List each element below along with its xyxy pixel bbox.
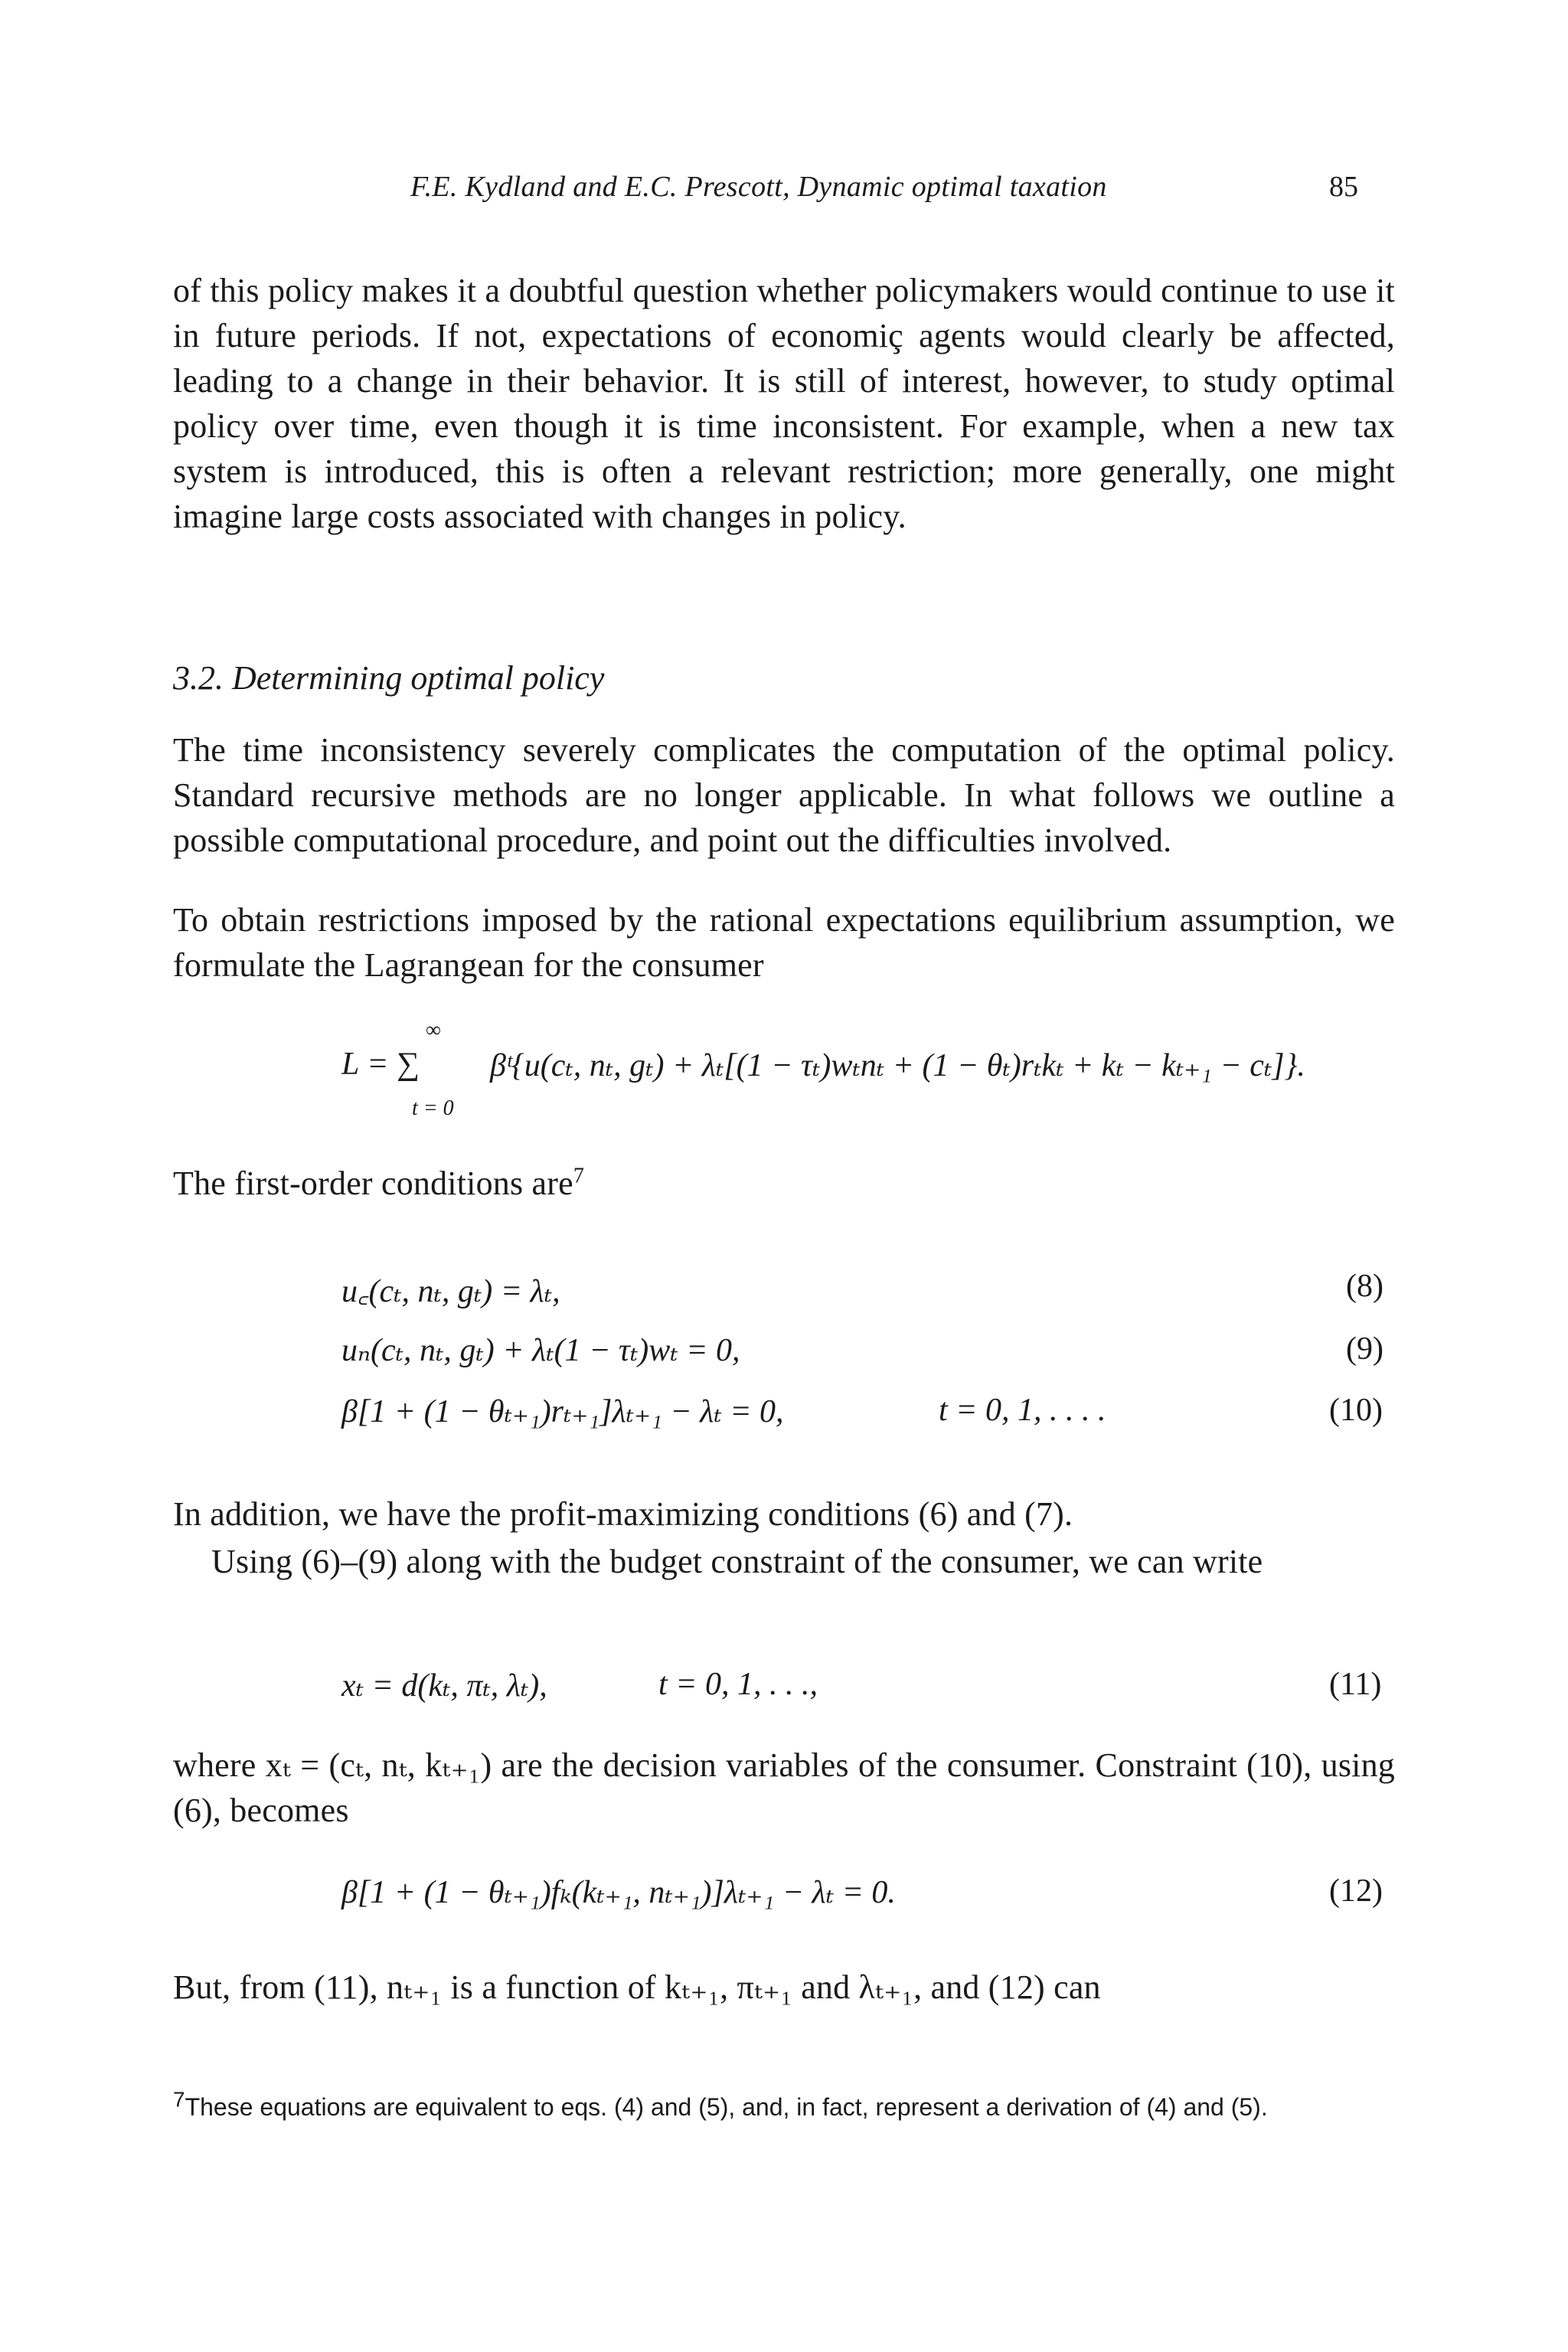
paragraph-7: where xₜ = (cₜ, nₜ, kₜ₊₁) are the decision variables of the consumer. Constraint (10), using (6), becomes [173, 1746, 1395, 1829]
equation-10-condition: t = 0, 1, . . . . [939, 1393, 1106, 1428]
paragraph-4-text: The first-order conditions are [173, 1165, 573, 1202]
paragraph-8: But, from (11), nₜ₊₁ is a function of kₜ₊₁, πₜ₊₁ and λₜ₊₁, and (12) can [173, 1968, 1101, 2006]
equation-9: uₙ(cₜ, nₜ, gₜ) + λₜ(1 − τₜ)wₜ = 0, [341, 1333, 740, 1368]
lagrangean-equation: βᵗ{u(cₜ, nₜ, gₜ) + λₜ[(1 − τₜ)wₜnₜ + (1 − θₜ)rₜkₜ + kₜ − kₜ₊₁ − cₜ]}. [490, 1048, 1305, 1083]
equation-10-number: (10) [1329, 1393, 1383, 1428]
equation-11: xₜ = d(kₜ, πₜ, λₜ), [341, 1668, 547, 1704]
sum-upper-limit: ∞ [426, 1018, 441, 1042]
equation-8-number: (8) [1346, 1269, 1383, 1304]
page-number: 85 [1329, 171, 1358, 203]
paragraph-2: The time inconsistency severely complicates the computation of the optimal policy. Standard recursive methods are no longer applicable. In what follows we outline a possible computational procedure, and point out the difficulties involved. [173, 731, 1395, 859]
lagrangean-lhs: L = ∑ [341, 1047, 420, 1082]
equation-8: u꜀(cₜ, nₜ, gₜ) = λₜ, [341, 1274, 560, 1309]
equation-12-number: (12) [1329, 1873, 1383, 1909]
footnote-text: These equations are equivalent to eqs. (4) and (5), and, in fact, represent a derivation of (4) and (5). [185, 2093, 1268, 2121]
sum-lower-limit: t = 0 [412, 1096, 454, 1120]
equation-11-number: (11) [1329, 1667, 1382, 1702]
section-heading: 3.2. Determining optimal policy [173, 659, 605, 697]
footnote [173, 2087, 1395, 2124]
equation-9-number: (9) [1346, 1331, 1383, 1367]
footnote-mark: 7 [173, 2087, 185, 2112]
equation-11-condition: t = 0, 1, . . ., [658, 1667, 818, 1702]
paragraph-1: of this policy makes it a doubtful question whether policymakers would continue to use it in future periods. If not, expectations of economiç agents would clearly be affected, leading to a change in their behavior. It is still of interest, however, to study optimal policy over time, even though it is time inconsistent. For example, when a new tax system is introduced, this is often a relevant restriction; more generally, one might imagine large costs associated with changes in policy. [173, 272, 1395, 535]
equation-12: β[1 + (1 − θₜ₊₁)fₖ(kₜ₊₁, nₜ₊₁)]λₜ₊₁ − λₜ = 0. [341, 1875, 896, 1910]
paragraph-3: To obtain restrictions imposed by the rational expectations equilibrium assumption, we formulate the Lagrangean for the consumer [173, 901, 1395, 984]
paragraph-4 [173, 1161, 584, 1206]
paragraph-5: In addition, we have the profit-maximizing conditions (6) and (7). [173, 1495, 1073, 1533]
equation-10: β[1 + (1 − θₜ₊₁)rₜ₊₁]λₜ₊₁ − λₜ = 0, [341, 1394, 784, 1429]
running-head: F.E. Kydland and E.C. Prescott, Dynamic optimal taxation [410, 171, 1107, 203]
paragraph-6: Using (6)–(9) along with the budget constraint of the consumer, we can write [211, 1543, 1263, 1580]
footnote-reference: 7 [573, 1164, 585, 1188]
